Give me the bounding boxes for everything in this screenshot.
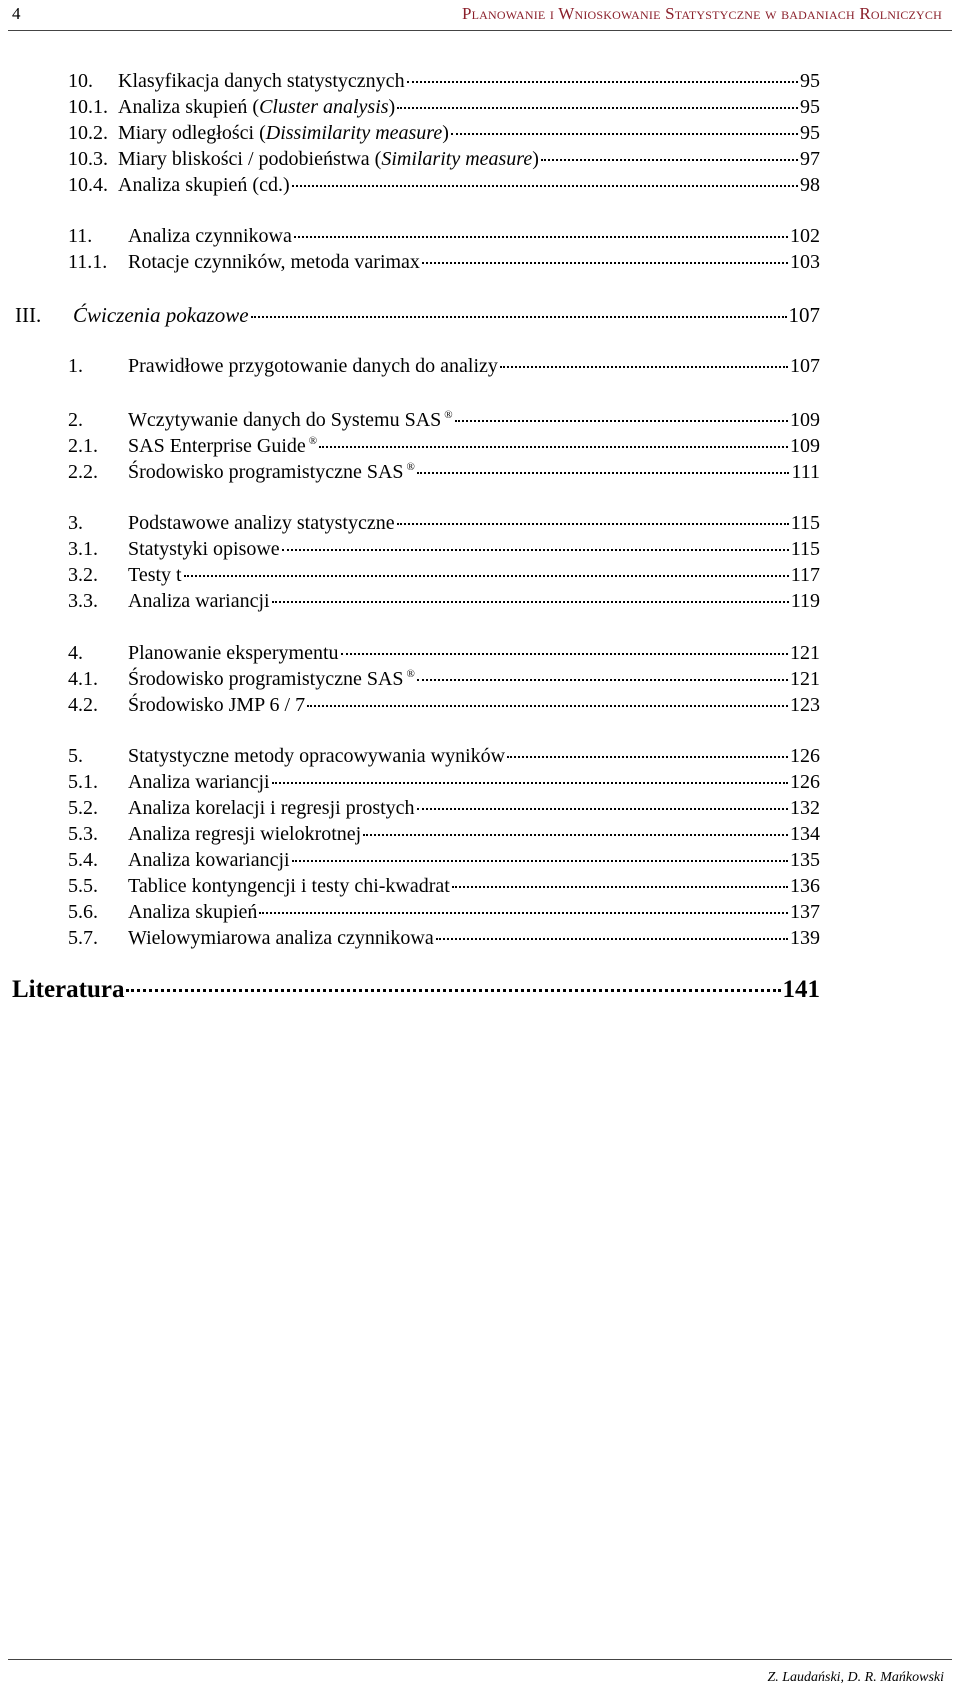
toc-entry-page: 141 — [782, 976, 820, 1003]
toc-entry-page: 117 — [790, 564, 820, 586]
toc-entry-title: Miary bliskości / podobieństwa (Similarity measure) — [118, 148, 539, 170]
leader-dots — [407, 81, 798, 83]
toc-entry-number: 5.4. — [68, 849, 98, 871]
toc-entry[interactable] — [68, 797, 820, 820]
toc-entry-title: Analiza skupień (Cluster analysis) — [118, 96, 396, 118]
registered-mark: ® — [406, 461, 415, 474]
toc-entry-title: Środowisko programistyczne SAS ® — [128, 461, 415, 483]
toc-entry-page: 107 — [790, 355, 820, 377]
toc-entry[interactable] — [68, 823, 820, 846]
toc-entry-title: Planowanie eksperymentu — [128, 642, 339, 664]
toc-entry-title: Tablice kontyngencji i testy chi-kwadrat — [128, 875, 450, 897]
toc-entry[interactable] — [68, 745, 820, 768]
toc-entry-title: Analiza wariancji — [128, 590, 270, 612]
toc-entry-title: Rotacje czynników, metoda varimax — [128, 251, 420, 273]
toc-entry-page: 121 — [790, 668, 820, 690]
toc-entry-page: 119 — [790, 590, 820, 612]
toc-entry-title: Literatura — [12, 976, 125, 1003]
toc-entry-page: 126 — [790, 771, 820, 793]
toc-entry[interactable] — [68, 225, 820, 248]
header-rule — [8, 30, 952, 31]
toc-entry-number: 10.2. — [68, 122, 108, 144]
toc-entry[interactable] — [68, 96, 820, 119]
leader-dots — [272, 782, 788, 784]
leader-dots — [500, 366, 788, 368]
toc-entry-page: 132 — [790, 797, 820, 819]
toc-entry-title: Wczytywanie danych do Systemu SAS ® — [128, 409, 453, 431]
toc-entry-title: Środowisko programistyczne SAS ® — [128, 668, 415, 690]
toc-entry-page: 98 — [800, 174, 820, 196]
toc-entry[interactable] — [68, 461, 820, 484]
toc-entry-number: III. — [15, 303, 42, 327]
toc-entry-page: 111 — [791, 461, 820, 483]
toc-entry-title: Testy t — [128, 564, 182, 586]
toc-entry-number: 2. — [68, 409, 83, 431]
leader-dots — [507, 756, 788, 758]
toc-entry[interactable] — [68, 694, 820, 717]
toc-entry[interactable] — [68, 251, 820, 274]
registered-mark: ® — [308, 435, 318, 448]
running-header-title: Planowanie i Wnioskowanie Statystyczne w badaniach Rolniczych — [461, 4, 942, 23]
toc-entry-title: Analiza wariancji — [128, 771, 270, 793]
toc-entry-title: SAS Enterprise Guide ® — [128, 435, 318, 457]
toc-entry[interactable] — [68, 512, 820, 535]
leader-dots — [455, 420, 788, 422]
toc-entry-number: 3.3. — [68, 590, 98, 612]
toc-entry-page: 103 — [790, 251, 820, 273]
toc-entry-title: Miary odległości (Dissimilarity measure) — [118, 122, 449, 144]
toc-entry[interactable] — [68, 435, 820, 458]
leader-dots — [451, 133, 798, 135]
toc-entry-number: 10.4. — [68, 174, 108, 196]
toc-entry-page: 139 — [790, 927, 820, 949]
toc-entry-number: 10. — [68, 70, 93, 92]
toc-entry-title: Podstawowe analizy statystyczne — [128, 512, 395, 534]
toc-section-entry[interactable] — [15, 303, 820, 328]
leader-dots — [417, 472, 790, 474]
leader-dots — [397, 523, 789, 525]
toc-entry-number: 5.3. — [68, 823, 98, 845]
toc-entry-number: 3. — [68, 512, 83, 534]
leader-dots — [307, 705, 788, 707]
toc-entry-number: 3.1. — [68, 538, 98, 560]
leader-dots — [184, 575, 789, 577]
toc-entry-title: Analiza skupień (cd.) — [118, 174, 290, 196]
leader-dots — [294, 236, 788, 238]
toc-entry-page: 95 — [800, 96, 820, 118]
toc-entry[interactable] — [68, 875, 820, 898]
toc-entry[interactable] — [68, 590, 820, 613]
toc-entry[interactable] — [68, 901, 820, 924]
toc-entry-title: Statystyczne metody opracowywania wyników — [128, 745, 506, 767]
toc-entry-number: 3.2. — [68, 564, 98, 586]
leader-dots — [417, 808, 788, 810]
toc-entry-page: 115 — [790, 538, 820, 560]
toc-entry-number: 5.5. — [68, 875, 98, 897]
toc-entry-title: Analiza czynnikowa — [128, 225, 292, 247]
toc-entry-page: 126 — [790, 745, 820, 767]
toc-entry-number: 2.1. — [68, 435, 98, 457]
leader-dots — [422, 262, 788, 264]
toc-entry-page: 95 — [800, 70, 820, 92]
toc-entry-page: 115 — [790, 512, 820, 534]
toc-entry-page: 109 — [790, 409, 820, 431]
toc-entry[interactable] — [68, 927, 820, 950]
footer-rule — [8, 1659, 952, 1660]
toc-entry-title: Klasyfikacja danych statystycznych — [118, 70, 405, 92]
toc-entry-number: 5.6. — [68, 901, 98, 923]
toc-entry-page: 109 — [790, 435, 820, 457]
leader-dots — [272, 601, 789, 603]
leader-dots — [319, 446, 788, 448]
leader-dots — [259, 912, 788, 914]
toc-entry-page: 102 — [790, 225, 820, 247]
toc-entry-title: Analiza skupień — [128, 901, 258, 923]
leader-dots — [341, 653, 789, 655]
toc-bibliography-entry[interactable] — [12, 976, 820, 1004]
toc-entry-number: 10.3. — [68, 148, 108, 170]
leader-dots — [363, 834, 788, 836]
toc-entry[interactable] — [68, 409, 820, 432]
toc-entry-page: 121 — [790, 642, 820, 664]
toc-entry-page: 97 — [800, 148, 820, 170]
toc-entry[interactable] — [68, 538, 820, 561]
toc-entry-title: Analiza kowariancji — [128, 849, 290, 871]
registered-mark: ® — [406, 668, 415, 681]
toc-entry-title: Analiza regresji wielokrotnej — [128, 823, 362, 845]
leader-dots — [292, 185, 798, 187]
leader-dots — [251, 316, 787, 318]
leader-dots — [126, 989, 780, 992]
toc-entry-page: 107 — [788, 303, 820, 327]
toc-entry-number: 2.2. — [68, 461, 98, 483]
leader-dots — [541, 159, 798, 161]
toc-entry-number: 5.7. — [68, 927, 98, 949]
toc-entry-title: Statystyki opisowe — [128, 538, 280, 560]
toc-entry-number: 5.2. — [68, 797, 98, 819]
toc-entry[interactable] — [68, 148, 820, 171]
toc-entry[interactable] — [68, 70, 820, 93]
toc-entry-title: Ćwiczenia pokazowe — [73, 303, 249, 327]
toc-entry-number: 11.1. — [68, 251, 108, 273]
toc-entry-page: 137 — [790, 901, 820, 923]
toc-entry-number: 4.1. — [68, 668, 98, 690]
toc-entry[interactable] — [68, 668, 820, 691]
leader-dots — [397, 107, 798, 109]
toc-entry-title: Środowisko JMP 6 / 7 — [128, 694, 306, 716]
toc-entry-number: 1. — [68, 355, 83, 377]
leader-dots — [417, 679, 788, 681]
toc-entry-number: 10.1. — [68, 96, 108, 118]
toc-entry[interactable] — [68, 355, 820, 378]
toc-entry-title: Wielowymiarowa analiza czynnikowa — [128, 927, 434, 949]
toc-entry[interactable] — [68, 642, 820, 665]
toc-entry-number: 5. — [68, 745, 83, 767]
toc-entry-number: 4.2. — [68, 694, 98, 716]
toc-entry-number: 11. — [68, 225, 93, 247]
toc-entry[interactable] — [68, 564, 820, 587]
footer-authors: Z. Laudański, D. R. Mańkowski — [767, 1670, 944, 1685]
toc-entry[interactable] — [68, 771, 820, 794]
toc-entry-page: 134 — [790, 823, 820, 845]
registered-mark: ® — [444, 409, 453, 422]
toc-entry-number: 4. — [68, 642, 83, 664]
toc-entry-page: 123 — [790, 694, 820, 716]
toc-entry[interactable] — [68, 122, 820, 145]
leader-dots — [436, 938, 788, 940]
leader-dots — [452, 886, 788, 888]
toc-entry-title: Analiza korelacji i regresji prostych — [128, 797, 415, 819]
leader-dots — [282, 549, 789, 551]
toc-entry-number: 5.1. — [68, 771, 98, 793]
toc-entry-page: 135 — [790, 849, 820, 871]
toc-entry[interactable] — [68, 174, 820, 197]
toc-entry-title: Prawidłowe przygotowanie danych do analizy — [128, 355, 498, 377]
toc-entry[interactable] — [68, 849, 820, 872]
toc-entry-page: 95 — [800, 122, 820, 144]
leader-dots — [292, 860, 788, 862]
page-number: 4 — [12, 4, 21, 23]
toc-entry-page: 136 — [790, 875, 820, 897]
